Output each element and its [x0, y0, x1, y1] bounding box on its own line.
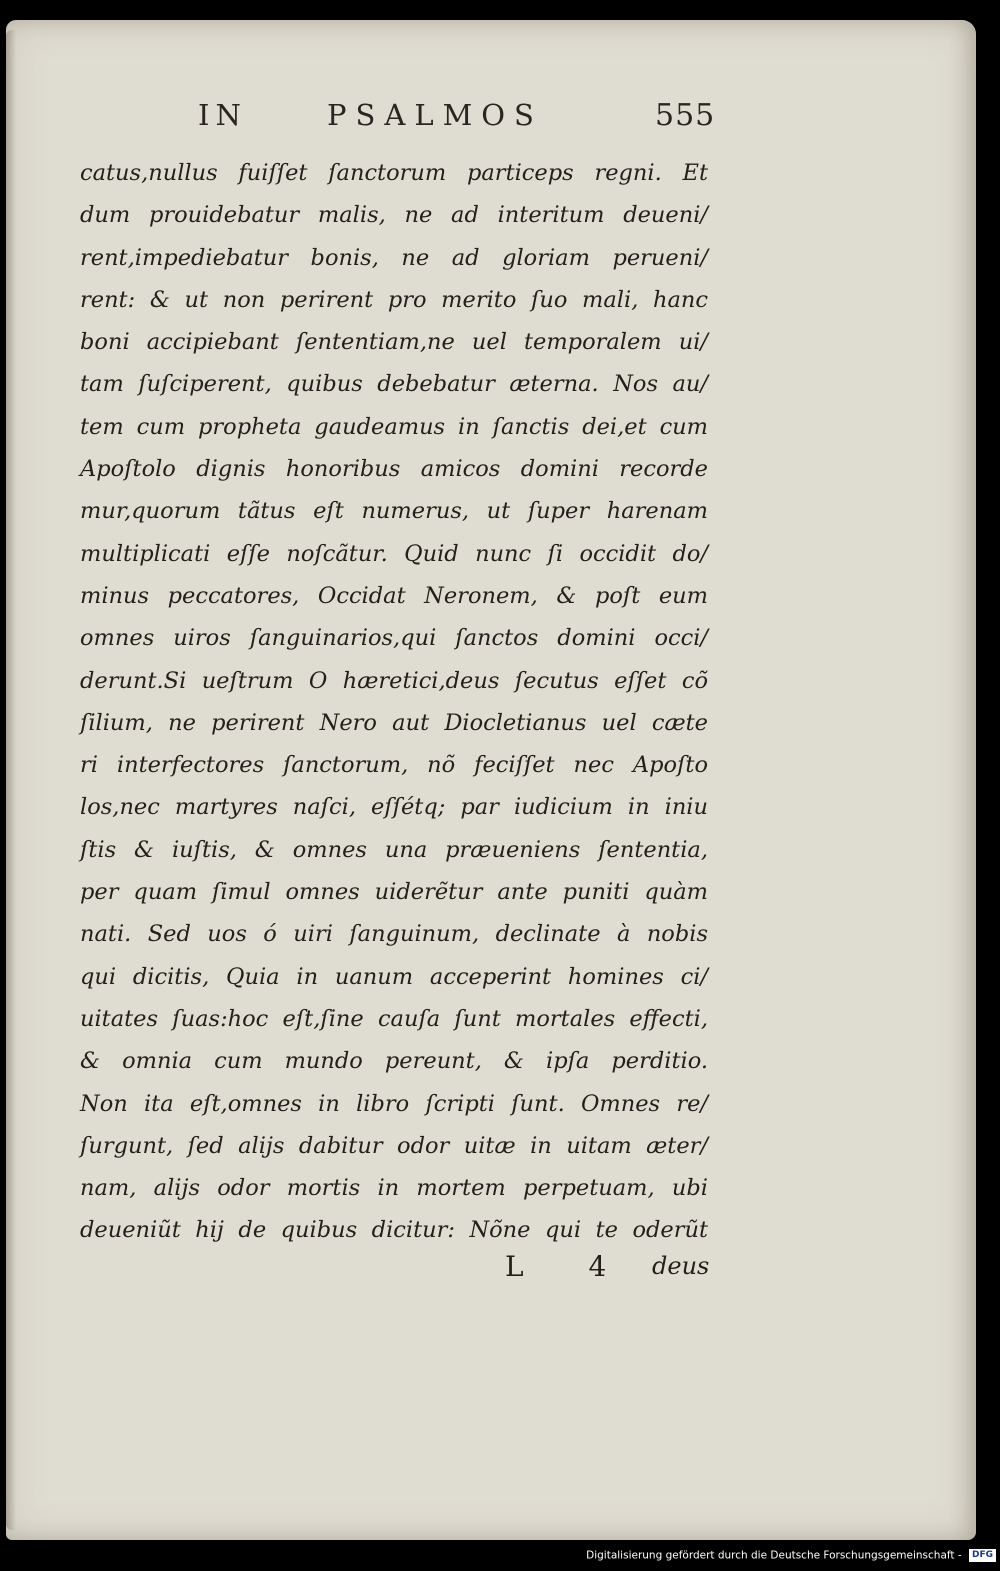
dfg-logo: DFG: [969, 1549, 996, 1562]
text-line: Non ita eſt,omnes in libro ſcripti ſunt. Omnes re/: [80, 1090, 708, 1117]
running-head-left: IN: [198, 98, 247, 132]
text-line: rent: & ut non perirent pro merito ſuo mali, hanc: [80, 286, 708, 313]
running-head-title: PSALMOS: [327, 98, 543, 132]
running-head: [0, 98, 1000, 142]
text-line: ri interfectores ſanctorum, nõ feciſſet nec Apoſto: [80, 752, 708, 779]
text-line: Apoſtolo dignis honoribus amicos domini recorde: [80, 456, 708, 483]
text-line: dum prouidebatur malis, ne ad interitum deueni/: [80, 202, 708, 229]
text-line: per quam ſimul omnes uiderẽtur ante puniti quàm: [80, 879, 708, 906]
text-line: boni accipiebant ſententiam,ne uel temporalem ui/: [80, 329, 708, 356]
text-line: derunt.Si ueſtrum O hæretici,deus ſecutus eſſet cõ: [80, 667, 708, 694]
text-line: qui dicitis, Quia in uanum acceperint homines ci/: [80, 963, 708, 990]
text-line: tam ſuſciperent, quibus debebatur æterna. Nos au/: [80, 371, 708, 398]
text-line: catus,nullus fuiſſet ſanctorum particeps regni. Et: [80, 160, 708, 186]
text-line: ſilium, ne perirent Nero aut Diocletianus uel cæte: [80, 709, 708, 736]
text-line: multiplicati eſſe noſcãtur. Quid nunc ſi occidit do/: [80, 540, 708, 567]
signature-line: [0, 1250, 1000, 1290]
text-line: uitates ſuas:hoc eſt,ſine cauſa ſunt mortales effecti,: [80, 1005, 708, 1032]
page-gutter-shadow: [6, 30, 16, 1530]
text-line: ſurgunt, ſed alijs dabitur odor uitæ in uitam æter/: [80, 1132, 708, 1159]
body-text: [80, 152, 708, 1252]
text-line: omnes uiros ſanguinarios,qui ſanctos domini occi/: [80, 625, 708, 652]
text-line: tem cum propheta gaudeamus in ſanctis dei,et cum: [80, 413, 708, 440]
catchword: deus: [652, 1252, 710, 1280]
digitization-credit: [0, 1549, 996, 1569]
text-line: & omnia cum mundo pereunt, & ipſa perditio.: [80, 1048, 708, 1075]
text-line: nam, alijs odor mortis in mortem perpetuam, ubi: [80, 1175, 708, 1202]
text-line: nati. Sed uos ó uiri ſanguinum, declinate à nobis: [80, 921, 708, 948]
page-number: 555: [655, 98, 716, 133]
text-line: minus peccatores, Occidat Neronem, & poſt eum: [80, 582, 708, 609]
signature-mark: L 4: [505, 1250, 635, 1283]
text-line: mur,quorum tãtus eſt numerus, ut ſuper harenam: [80, 498, 708, 525]
text-line: ſtis & iuſtis, & omnes una præueniens ſententia,: [80, 836, 708, 863]
credit-text: Digitalisierung gefördert durch die Deutsche Forschungsgemeinschaft -: [586, 1549, 962, 1562]
text-line: rent,impediebatur bonis, ne ad gloriam perueni/: [80, 244, 708, 271]
text-line: deueniũt hij de quibus dicitur: Nõne qui te oderũt: [80, 1217, 708, 1244]
text-line: los,nec martyres naſci, eſſétq; par iudicium in iniu: [80, 794, 708, 821]
